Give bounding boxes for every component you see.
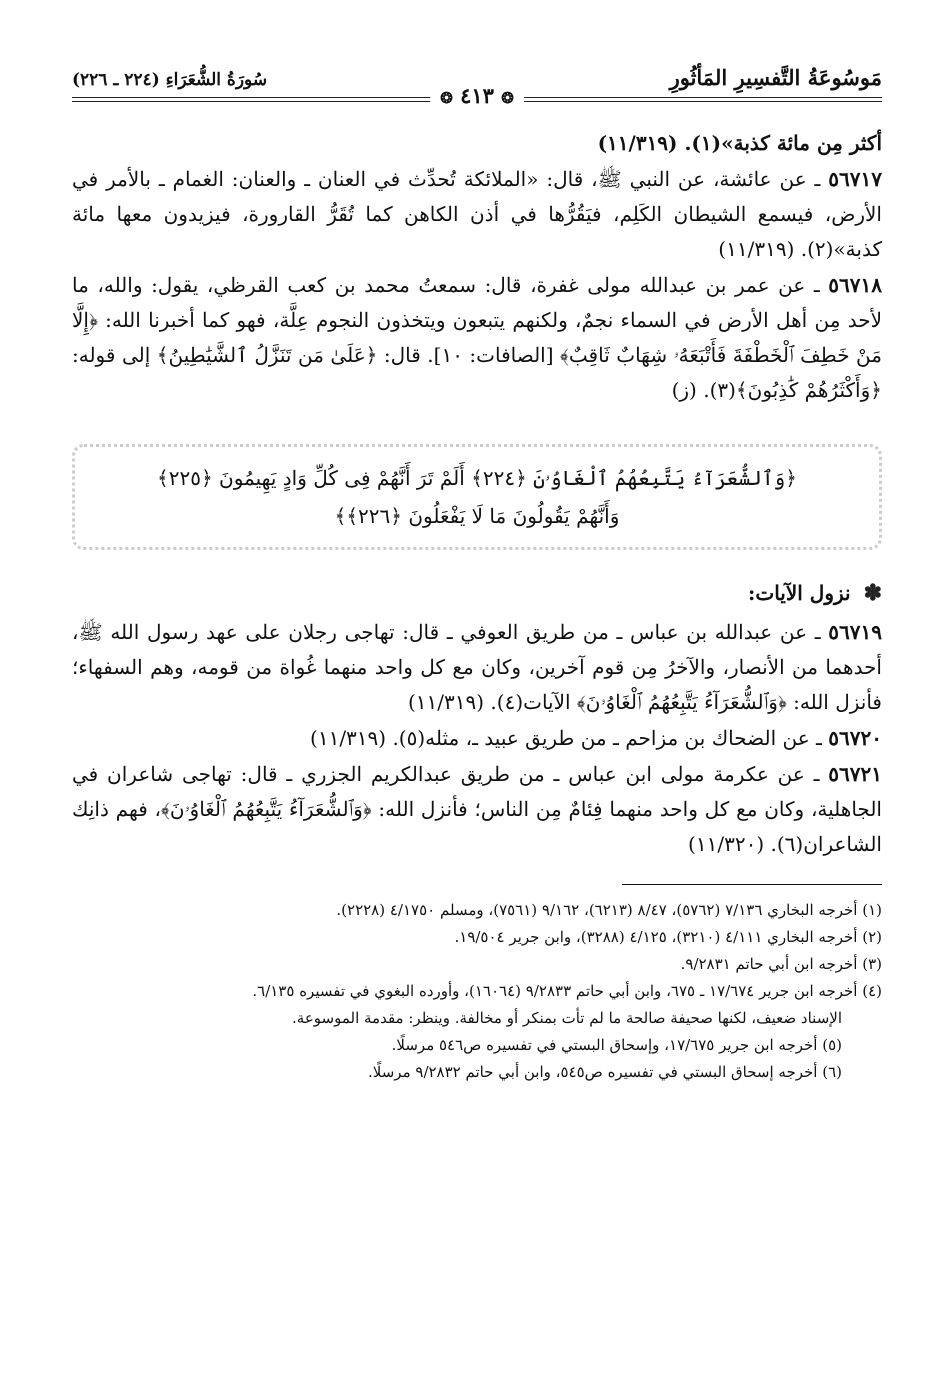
hadith-number: ٥٦٧١٩: [828, 620, 883, 644]
hadith-text: ـ عن عكرمة مولى ابن عباس ـ من طريق عبدالكريم الجزري ـ قال: تهاجى شاعران في الجاهلية، وكان مع كل واحد منهما فِئامٌ مِن الناس؛ فأنزل الله: ﴿وَٱلشُّعَرَآءُ يَتَّبِعُهُمُ ٱلْغَاوُۥنَ﴾، فهم ذانِك الشاعران(٦). (١١/٣٢٠): [72, 762, 882, 856]
quran-line: ﴿وَٱلشُّعَرَآءُ يَتَّبِعُهُمُ ٱلْغَاوُۥنَ ﴿٢٢٤﴾ أَلَمْ تَرَ أَنَّهُمْ فِى كُلِّ وَادٍ يَهِيمُونَ ﴿٢٢٥﴾: [156, 466, 797, 490]
page-number-box: [430, 83, 524, 108]
page-number: ٤١٣: [460, 83, 494, 108]
footnote: (٥) أخرجه ابن جرير ١٧/٦٧٥، وإسحاق البستي في تفسيره ص٥٤٦ مرسلًا.: [391, 1036, 842, 1054]
footnote: (٦) أخرجه إسحاق البستي في تفسيره ص٥٤٥، وابن أبي حاتم ٩/٢٨٣٢ مرسلًا.: [368, 1063, 842, 1081]
main-text: [72, 126, 882, 862]
footnote-separator: [622, 884, 882, 885]
hadith-text: ـ عن الضحاك بن مزاحم ـ من طريق عبيد ـ، مثله(٥). (١١/٣١٩): [310, 726, 822, 750]
hadith-paragraph: [72, 268, 882, 408]
hadith-paragraph: [72, 615, 882, 720]
hadith-number: ٥٦٧١٧: [828, 167, 882, 191]
document-page: [72, 50, 882, 1086]
section-heading: [72, 576, 882, 611]
hadith-number: ٥٦٧١٨: [828, 273, 883, 297]
ornament-icon: ❂: [440, 89, 453, 107]
quran-line: وَأَنَّهُمْ يَقُولُونَ مَا لَا يَفْعَلُونَ ﴿٢٢٦﴾﴾: [334, 504, 620, 528]
series-title: مَوسُوعَةُ التَّفسِيرِ المَأثُورِ: [669, 65, 882, 90]
section-title: نزول الآيات:: [748, 581, 851, 605]
hadith-paragraph: [72, 162, 882, 267]
hadith-text: ـ عن عبدالله بن عباس ـ من طريق العوفي ـ قال: تهاجى رجلان على عهد رسول الله ﷺ، أحدهما من الأنصار، والآخرُ مِن قوم آخرين، وكان مع كل واحد منهما غُواة من قومه، وهم السفهاء؛ فأنزل الله: ﴿وَٱلشُّعَرَآءُ يَتَّبِعُهُمُ ٱلْغَاوُۥنَ﴾ الآيات(٤). (١١/٣١٩): [72, 620, 882, 714]
footnote: (٤) أخرجه ابن جرير ١٧/٦٧٤ ـ ٦٧٥، وابن أبي حاتم ٩/٢٨٣٣ (١٦٠٦٤)، وأورده البغوي في تفسيره ٦/١٣٥.: [252, 982, 882, 1000]
header-rule: [72, 83, 882, 112]
footnote: (٢) أخرجه البخاري ٤/١١١ (٣٢١٠)، ٤/١٢٥ (٣٢٨٨)، وابن جرير ١٩/٥٠٤.: [454, 928, 882, 946]
sura-label: سُورَةُ الشُّعَرَاءِ (٢٢٤ ـ ٢٢٦): [72, 70, 268, 90]
hadith-text: ـ عن عائشة، عن النبي ﷺ، قال: «الملائكة تُحدِّث في العنان ـ والعنان: الغمام ـ بالأمر في الأرض، فيسمع الشيطان الكَلِم، فيَقُرُّها في أذن الكاهن كما تُقَرُّ القارورة، فيزيدون معها مائة كذبة»(٢). (١١/٣١٩): [72, 167, 882, 261]
hadith-text: ـ عن عمر بن عبدالله مولى غفرة، قال: سمعتُ محمد بن كعب القرظي، يقول: والله، ما لأحد مِن أهل الأرض في السماء نجمٌ، ولكنهم يتبعون ويتخذون النجوم عِلَّة، فهو كما أخبرنا الله: ﴿إِلَّا مَنْ خَطِفَ ٱلْخَطْفَةَ فَأَتْبَعَهُۥ شِهَابٌ ثَاقِبٌ﴾ [الصافات: ١٠]. قال: ﴿عَلَىٰ مَن تَنَزَّلُ ٱلشَّيَٰطِينُ﴾ إلى قوله: ﴿وَأَكْثَرُهُمْ كَٰذِبُونَ﴾(٣). (ز): [72, 273, 882, 402]
hadith-number: ٥٦٧٢١: [828, 762, 882, 786]
footnote-note: الإسناد ضعيف، لكنها صحيفة صالحة ما لم تأت بمنكر أو مخالفة. وينظر: مقدمة الموسوعة.: [292, 1009, 842, 1027]
footnote: (١) أخرجه البخاري ٧/١٣٦ (٥٧٦٢)، ٨/٤٧ (٦٢١٣)، ٩/١٦٢ (٧٥٦١)، ومسلم ٤/١٧٥٠ (٢٢٢٨).: [336, 901, 882, 919]
hadith-number: ٥٦٧٢٠: [828, 726, 882, 750]
quran-verses-box: [72, 444, 882, 550]
flower-icon: ✽: [863, 580, 882, 606]
hadith-paragraph: [72, 721, 882, 756]
footnote: (٣) أخرجه ابن أبي حاتم ٩/٢٨٣١.: [680, 955, 882, 973]
footnotes: [72, 897, 882, 1086]
paragraph-continuation: أكثر مِن مائة كذبة»(١). (١١/٣١٩): [597, 131, 882, 155]
hadith-paragraph: [72, 757, 882, 862]
ornament-icon: ❂: [501, 89, 514, 107]
